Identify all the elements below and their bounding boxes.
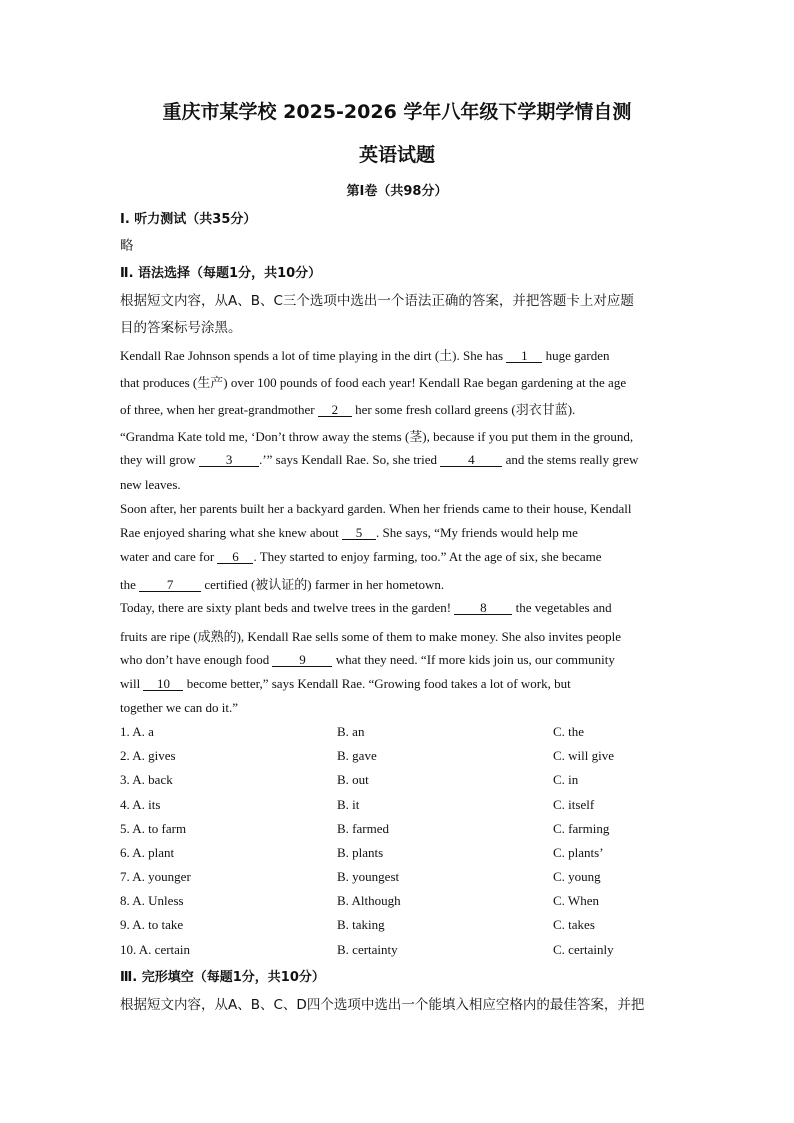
exam-subject: 英语试题 xyxy=(358,144,435,166)
passage-line: Kendall Rae Johnson spends a lot of time playing in the dirt (土). She has 1 huge garden xyxy=(120,348,610,363)
option-b: B. an xyxy=(337,724,365,739)
option-b: B. Although xyxy=(337,893,401,908)
passage-line: “Grandma Kate told me, ‘Don’t throw away the stems (茎), because if you put them in the ground, xyxy=(120,429,634,444)
option-a: 3. A. back xyxy=(120,772,173,787)
passage-line: new leaves. xyxy=(120,477,181,492)
passage-line: Rae enjoyed sharing what she knew about 5 . She says, “My friends would help me xyxy=(120,525,578,540)
passage-line: fruits are ripe (成熟的), Kendall Rae sells some of them to make money. She also invites people xyxy=(120,629,621,644)
blank-9: 9 xyxy=(272,654,332,667)
section2-heading: Ⅱ. 语法选择（每题1分，共10分） xyxy=(120,266,322,281)
passage-line: who don’t have enough food 9 what they need. “If more kids join us, our community xyxy=(120,652,615,667)
passage-line: the 7 certified (被认证的) farmer in her hometown. xyxy=(120,577,445,592)
blank-6: 6 xyxy=(217,551,253,564)
option-a: 7. A. younger xyxy=(120,869,191,884)
option-b: B. plants xyxy=(337,845,384,860)
blank-10: 10 xyxy=(143,678,183,691)
option-c: C. When xyxy=(553,893,599,908)
option-c: C. farming xyxy=(553,821,610,836)
option-c: C. certainly xyxy=(553,942,614,957)
passage-line: together we can do it.” xyxy=(120,700,239,715)
option-c: C. in xyxy=(553,772,579,787)
option-b: B. it xyxy=(337,797,360,812)
section1-note: 略 xyxy=(120,238,134,254)
option-c: C. will give xyxy=(553,748,615,763)
blank-4: 4 xyxy=(440,454,502,467)
option-a: 5. A. to farm xyxy=(120,821,187,836)
option-a: 4. A. its xyxy=(120,797,161,812)
volume-heading: 第Ⅰ卷（共98分） xyxy=(346,184,448,199)
option-a: 10. A. certain xyxy=(120,942,191,957)
blank-3: 3 xyxy=(199,454,259,467)
passage-line: Today, there are sixty plant beds and twelve trees in the garden! 8 the vegetables and xyxy=(120,600,612,615)
option-a: 8. A. Unless xyxy=(120,893,184,908)
blank-5: 5 xyxy=(342,527,376,540)
option-c: C. itself xyxy=(553,797,595,812)
option-c: C. young xyxy=(553,869,601,884)
section2-instruction-cont: 目的答案标号涂黑。 xyxy=(120,320,242,336)
passage-line: Soon after, her parents built her a backyard garden. When her friends came to their house, Kendall xyxy=(120,501,632,516)
option-c: C. the xyxy=(553,724,585,739)
section1-heading: I. 听力测试（共35分） xyxy=(120,212,257,227)
passage-line: water and care for 6 . They started to enjoy farming, too.” At the age of six, she became xyxy=(120,549,602,564)
option-a: 6. A. plant xyxy=(120,845,175,860)
blank-2: 2 xyxy=(318,404,352,417)
option-a: 9. A. to take xyxy=(120,917,184,932)
option-a: 2. A. gives xyxy=(120,748,176,763)
option-b: B. certainty xyxy=(337,942,398,957)
option-c: C. takes xyxy=(553,917,595,932)
option-b: B. youngest xyxy=(337,869,400,884)
passage-line: that produces (生产) over 100 pounds of food each year! Kendall Rae began gardening at the age xyxy=(120,375,627,390)
exam-title: 重庆市某学校 2025-2026 学年八年级下学期学情自测 xyxy=(162,101,632,123)
option-b: B. farmed xyxy=(337,821,389,836)
section2-instruction: 根据短文内容，从A、B、C三个选项中选出一个语法正确的答案，并把答题卡上对应题 xyxy=(120,293,634,309)
option-b: B. out xyxy=(337,772,369,787)
option-c: C. plants’ xyxy=(553,845,604,860)
option-a: 1. A. a xyxy=(120,724,154,739)
passage-line: they will grow 3 .’” says Kendall Rae. So, she tried 4 and the stems really grew xyxy=(120,452,639,467)
option-b: B. taking xyxy=(337,917,385,932)
blank-1: 1 xyxy=(506,350,542,363)
passage-line: will 10 become better,” says Kendall Rae. “Growing food takes a lot of work, but xyxy=(120,676,571,691)
section3-heading: Ⅲ. 完形填空（每题1分，共10分） xyxy=(120,970,325,985)
section3-instruction: 根据短文内容，从A、B、C、D四个选项中选出一个能填入相应空格内的最佳答案，并把 xyxy=(120,997,645,1013)
blank-8: 8 xyxy=(454,602,512,615)
blank-7: 7 xyxy=(139,579,201,592)
option-b: B. gave xyxy=(337,748,377,763)
passage-line: of three, when her great-grandmother 2 her some fresh collard greens (羽衣甘蓝). xyxy=(120,402,576,417)
